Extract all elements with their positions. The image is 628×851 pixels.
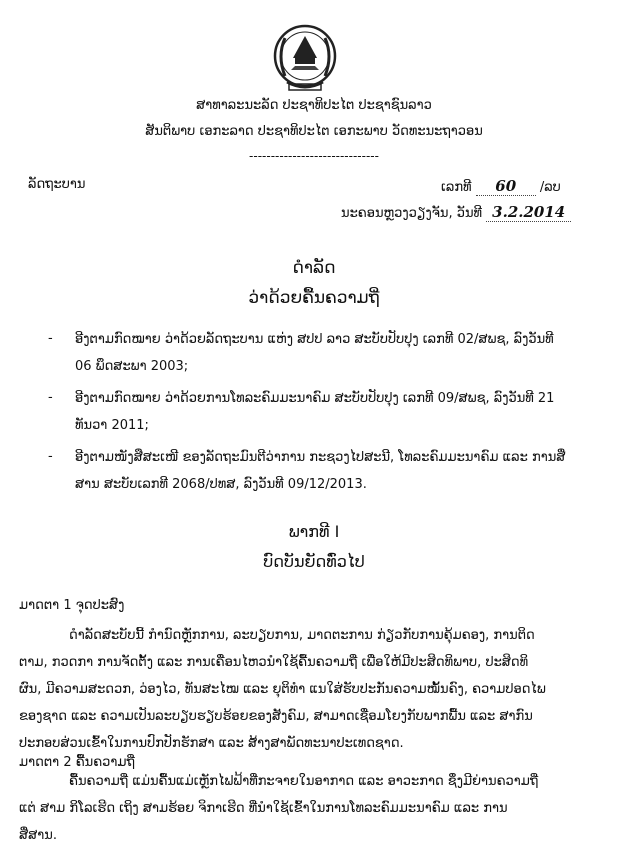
article-line (19, 622, 599, 649)
emblem-icon (271, 18, 339, 94)
header-divider: ------------------------------ (249, 149, 379, 163)
reference-line: 06 ພຶດສະພາ 2003; (75, 359, 189, 374)
article-heading: ມາດຕາ 1 ຈຸດປະສົງ (19, 598, 125, 613)
article-line: ຂອງຊາດ ແລະ ຄວາມເປັນລະບຽບຮຽບຮ້ອຍຂອງສັງຄົມ, ສາມາດເຊື່ອມໂຍງກັບພາກພື້ນ ແລະ ສາກົນ (19, 709, 533, 724)
article-line (19, 768, 599, 795)
article-heading: ມາດຕາ 2 ຄື້ນຄວາມຖີ່ (19, 755, 135, 770)
article-line: ຜົນ, ມີຄວາມສະດວກ, ວ່ອງໄວ, ທັນສະໄໝ ແລະ ຍຸຕິທຳ ແນໃສ່ຮັບປະກັນຄວາມໝັ້ນຄົງ, ຄວາມປອດໄພ (19, 682, 546, 697)
article-line: ປະກອບສ່ວນເຂົ້າໃນການປົກປັກຮັກສາ ແລະ ສ້າງສາພັດທະນາປະເທດຊາດ. (19, 736, 404, 751)
number-suffix: /ລບ (539, 180, 561, 195)
national-emblem (271, 18, 339, 94)
number-label: ເລກທີ (441, 180, 472, 195)
reference-line: ອີງຕາມໜັງສືສະເໜີ ຂອງລັດຖະມົນຕີວ່າການ ກະຊວງໄປສະນີ, ໂທລະຄົມມະນາຄົມ ແລະ ການສື່ (75, 450, 566, 465)
part-label: ພາກທີ I (288, 522, 340, 541)
decree-subject: ວ່າດ້ວຍຄື້ນຄວາມຖີ່ (248, 288, 380, 308)
reference-line: ອີງຕາມກົດໝາຍ ວ່າດ້ວຍລັດຖະບານ ແຫ່ງ ສປປ ລາວ ສະບັບປັບປຸງ ເລກທີ 02/ສພຊ, ລົງວັນທີ (75, 332, 554, 347)
article-line: ແຕ່ ສາມ ກິໂລເຮີດ ເຖິງ ສາມຮ້ອຍ ຈິກາເຮີດ ທີ່ນຳໃຊ້ເຂົ້າໃນການໂທລະຄົມມະນາຄົມ ແລະ ການ (19, 801, 508, 816)
date-value: 3.2.2014 (486, 203, 571, 222)
number-line (441, 177, 561, 196)
issuer-label: ລັດຖະບານ (28, 177, 86, 192)
number-value: 60 (476, 177, 536, 196)
part-title: ບົດບັນຍັດທົ່ວໄປ (263, 552, 365, 571)
article-body (19, 622, 599, 757)
reference-line: ອີງຕາມກົດໝາຍ ວ່າດ້ວຍການໂທລະຄົມມະນາຄົມ ສະບັບປັບປຸງ ເລກທີ 09/ສພຊ, ລົງວັນທີ 21 (75, 391, 555, 406)
reference-dash: - (48, 449, 53, 464)
header-line-1: ສາທາລະນະລັດ ປະຊາທິປະໄຕ ປະຊາຊົນລາວ (196, 98, 432, 113)
reference-dash: - (48, 331, 53, 346)
decree-title: ດຳລັດ (292, 258, 336, 278)
article-body (19, 768, 599, 849)
header-line-2: ສັນຕິພາບ ເອກະລາດ ປະຊາທິປະໄຕ ເອກະພາບ ວັດທະນະຖາວອນ (145, 124, 483, 139)
article-line: ຕາມ, ກວດກາ ການຈັດຕັ້ງ ແລະ ການເຄື່ອນໄຫວນຳໃຊ້ຄື້ນຄວາມຖີ່ ເພື່ອໃຫ້ມີປະສິດທິພາບ, ປະສິດທິ (19, 655, 529, 670)
article-text: ດຳລັດສະບັບນີ້ ກຳນົດຫຼັກການ, ລະບຽບການ, ມາດຕະການ ກ່ຽວກັບການຄຸ້ມຄອງ, ການຕິດ (69, 628, 535, 643)
place-date-line (341, 203, 571, 222)
reference-line: ທັນວາ 2011; (75, 418, 149, 433)
reference-dash: - (48, 390, 53, 405)
reference-line: ສານ ສະບັບເລກທີ 2068/ປທສ, ລົງວັນທີ 09/12/2013. (75, 477, 367, 492)
article-text: ຄື້ນຄວາມຖີ່ ແມ່ນຄື້ນແມ່ເຫຼັກໄຟຟ້າທີ່ກະຈາຍໃນອາກາດ ແລະ ອາວະກາດ ຊຶ່ງມີຍ່ານຄວາມຖີ່ (69, 774, 539, 789)
article-line: ສື່ສານ. (19, 828, 57, 843)
place-date-label: ນະຄອນຫຼວງວຽງຈັນ, ວັນທີ (341, 206, 483, 221)
